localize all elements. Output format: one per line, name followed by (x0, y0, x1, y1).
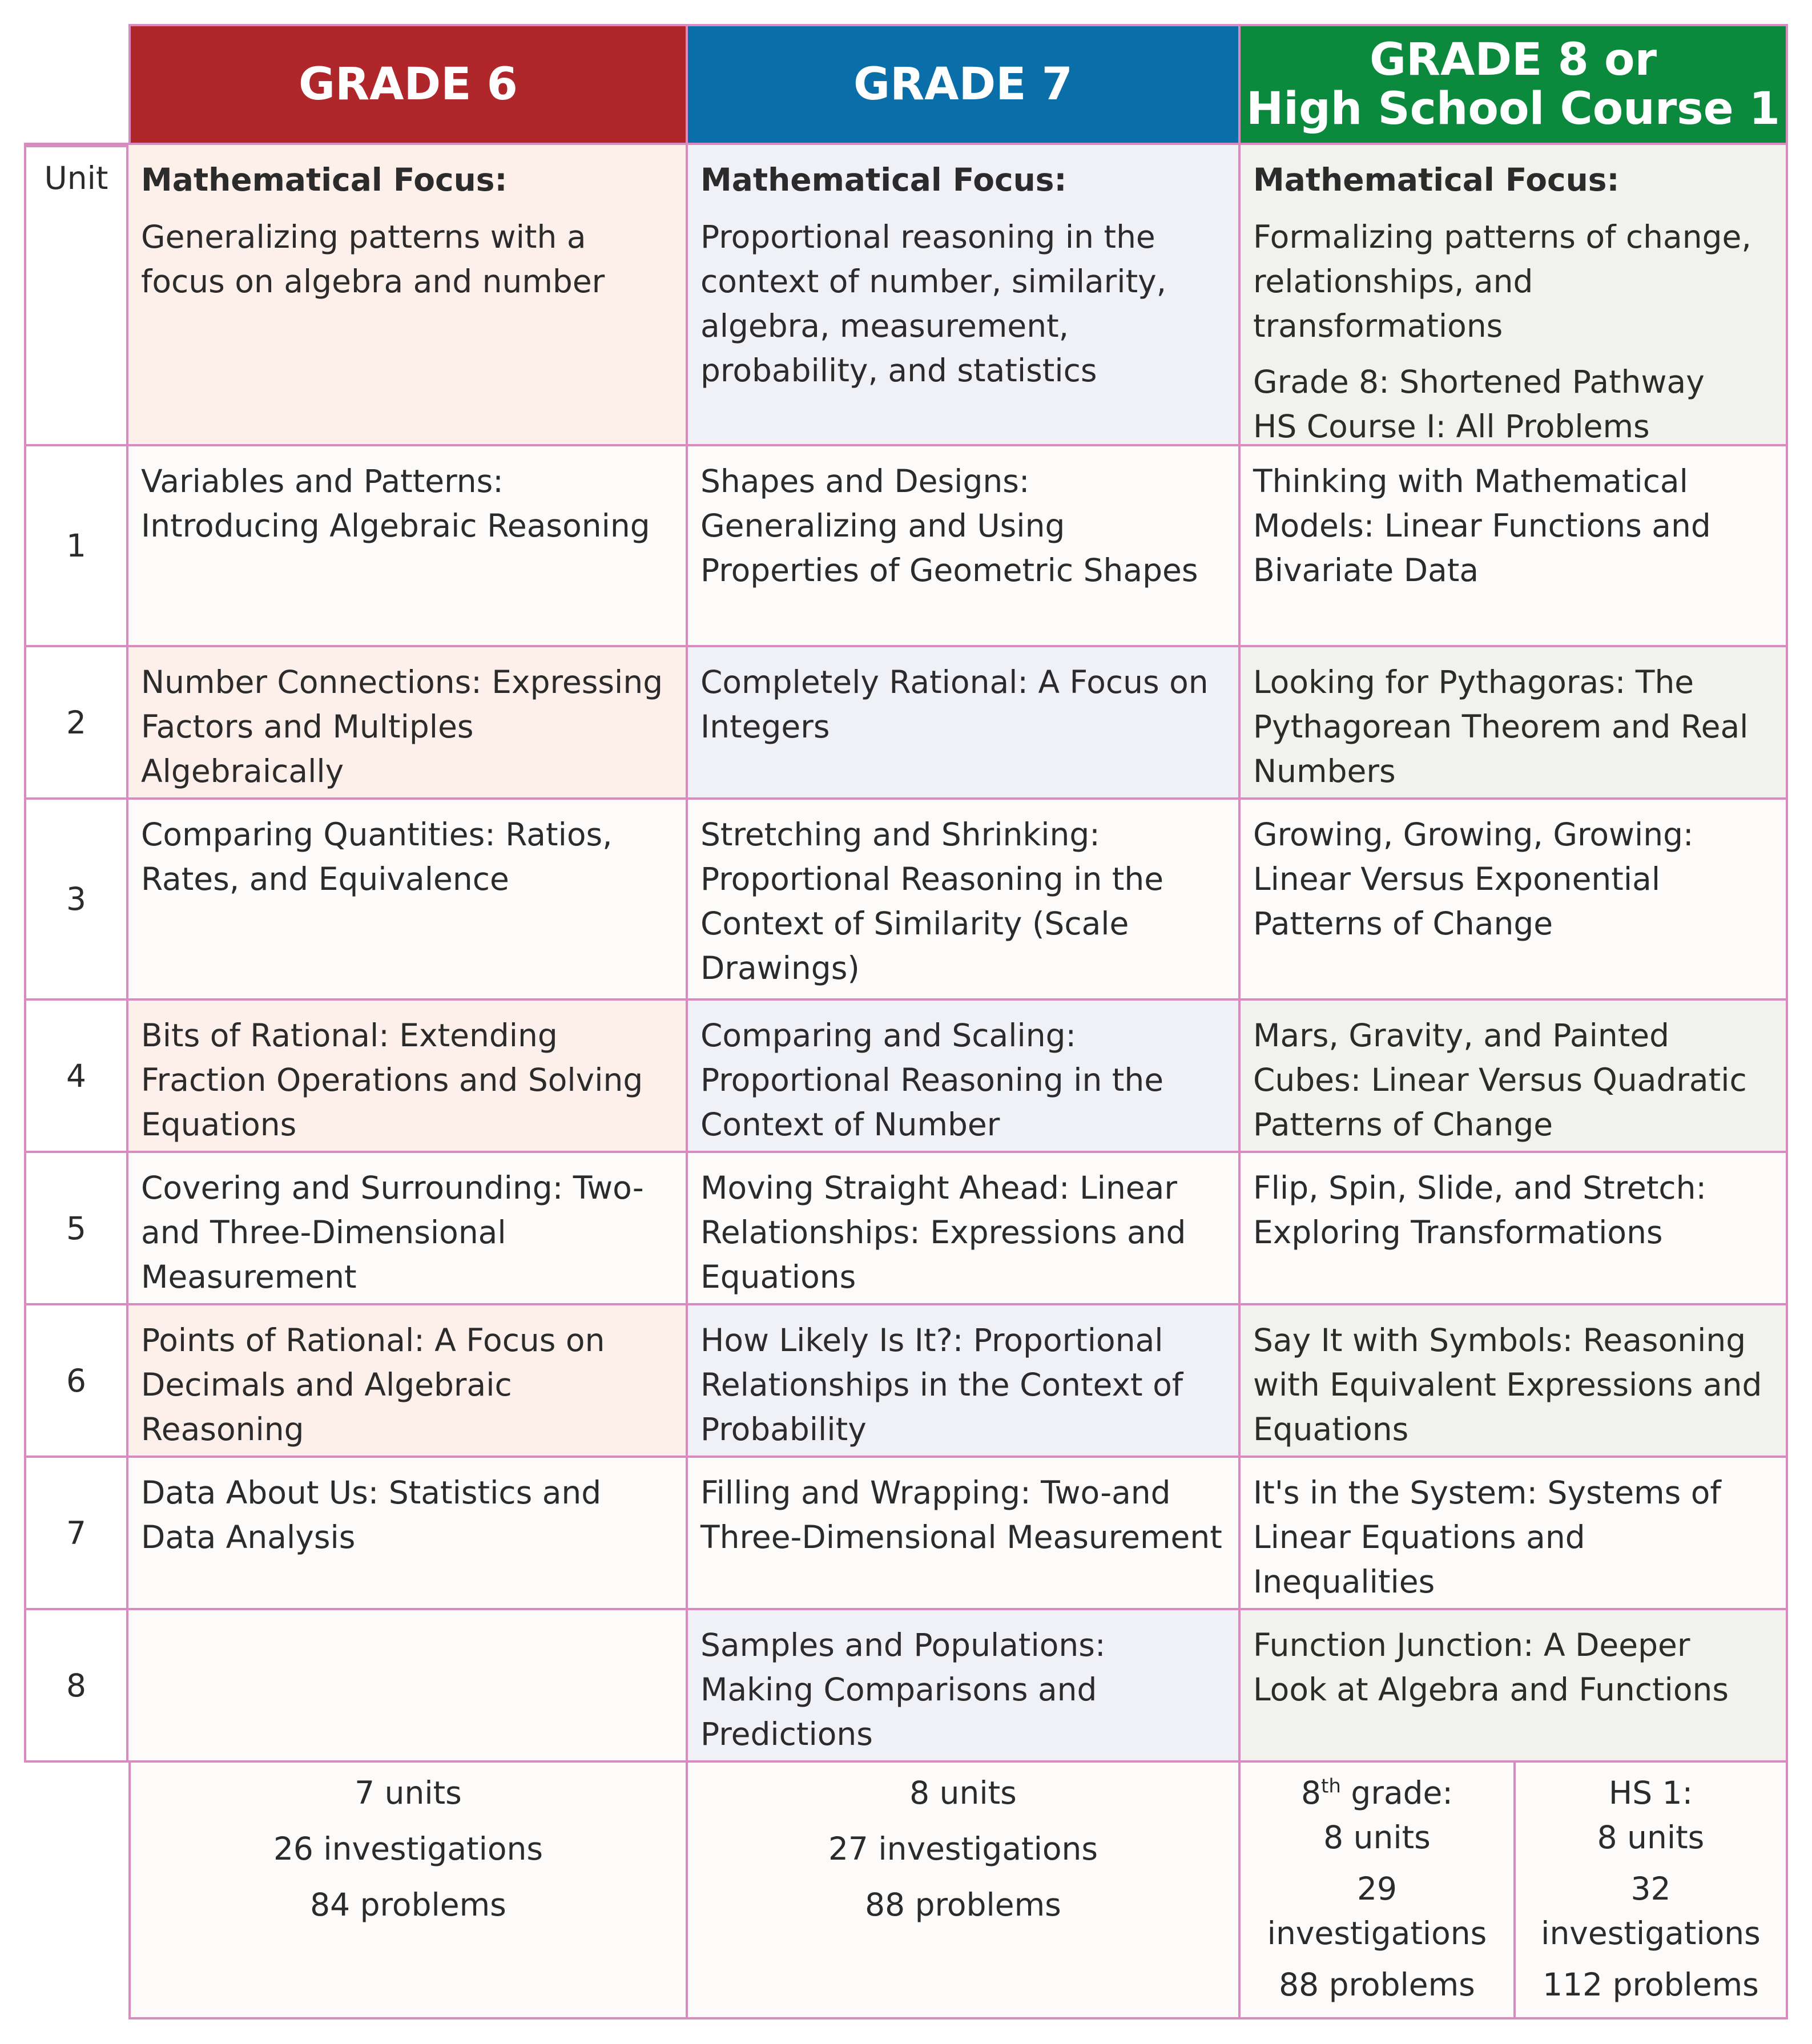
grade6-unit-7: Data About Us: Statistics and Data Analysis (128, 1458, 688, 1610)
unit-number: 7 (24, 1458, 128, 1610)
hs1-problems: 112 problems (1543, 1966, 1759, 2003)
grade8-unit-2: Looking for Pythagoras: The Pythagorean Theorem and Real Numbers (1241, 647, 1788, 800)
grade8-unit-7: It's in the System: Systems of Linear Equations and Inequalities (1241, 1458, 1788, 1610)
grade8-header (1241, 24, 1788, 145)
grade8-investigation-count: 29 (1357, 1870, 1397, 1907)
grade6-units: 7 units (355, 1775, 462, 1811)
unit-number: 3 (24, 800, 128, 1001)
grade6-unit-3: Comparing Quantities: Ratios, Rates, and Equivalence (128, 800, 688, 1001)
grade7-unit-6: How Likely Is It?: Proportional Relationships in the Context of Probability (688, 1305, 1241, 1458)
grade6-summary (128, 1763, 688, 2019)
unit-number: 4 (24, 1001, 128, 1153)
grade7-focus-text: Proportional reasoning in the context of number, similarity, algebra, measurement, probability, and statistics (700, 219, 1167, 389)
focus-label: Mathematical Focus: (700, 162, 1067, 198)
grade7-unit-5: Moving Straight Ahead: Linear Relationships: Expressions and Equations (688, 1153, 1241, 1305)
grade6-unit-8 (128, 1610, 688, 1763)
unit-number: 5 (24, 1153, 128, 1305)
unit-number: 8 (24, 1610, 128, 1763)
grade7-problems: 88 problems (865, 1886, 1061, 1923)
grade8-unit-3: Growing, Growing, Growing: Linear Versus Exponential Patterns of Change (1241, 800, 1788, 1001)
grade8-unit-6: Say It with Symbols: Reasoning with Equivalent Expressions and Equations (1241, 1305, 1788, 1458)
grade7-header: GRADE 7 (688, 24, 1241, 145)
grade6-unit-1: Variables and Patterns: Introducing Algebraic Reasoning (128, 446, 688, 647)
grade7-summary (688, 1763, 1241, 2019)
grade7-unit-1: Shapes and Designs: Generalizing and Using Properties of Geometric Shapes (688, 446, 1241, 647)
grade6-focus-text: Generalizing patterns with a focus on algebra and number (141, 219, 605, 300)
curriculum-table (24, 24, 1788, 2022)
grade6-unit-6: Points of Rational: A Focus on Decimals and Algebraic Reasoning (128, 1305, 688, 1458)
grade7-units: 8 units (909, 1775, 1017, 1811)
grade6-unit-5: Covering and Surrounding: Two- and Three-Dimensional Measurement (128, 1153, 688, 1305)
grade8-summary-label: 8th grade: (1301, 1775, 1453, 1811)
grade8-investigations-word: investigations (1267, 1915, 1487, 1952)
unit-number: 2 (24, 647, 128, 800)
grade6-unit-4: Bits of Rational: Extending Fraction Operations and Solving Equations (128, 1001, 688, 1153)
grade8-unit-5: Flip, Spin, Slide, and Stretch: Exploring Transformations (1241, 1153, 1788, 1305)
grade7-unit-8: Samples and Populations: Making Comparisons and Predictions (688, 1610, 1241, 1763)
hs1-investigation-count: 32 (1630, 1870, 1671, 1907)
grade8-summary (1241, 1763, 1516, 2019)
grade8-problems: 88 problems (1279, 1966, 1475, 2003)
grade8-unit-4: Mars, Gravity, and Painted Cubes: Linear Versus Quadratic Patterns of Change (1241, 1001, 1788, 1153)
grade7-investigations: 27 investigations (828, 1831, 1098, 1867)
grade8-focus (1241, 145, 1788, 446)
grade6-header: GRADE 6 (128, 24, 688, 145)
unit-label: Unit (24, 145, 128, 446)
grade8-pathway: Grade 8: Shortened Pathway (1253, 364, 1705, 400)
grade6-investigations: 26 investigations (273, 1831, 543, 1867)
grade8-focus-text: Formalizing patterns of change, relationships, and transformations (1253, 219, 1751, 344)
summary-blank (24, 1763, 128, 2019)
grade6-unit-2: Number Connections: Expressing Factors and Multiples Algebraically (128, 647, 688, 800)
hs1-pathway: HS Course I: All Problems (1253, 408, 1650, 445)
grade8-units: 8 units (1323, 1819, 1431, 1856)
grade8-header-line2: High School Course 1 (1246, 83, 1781, 135)
grade8-unit-1: Thinking with Mathematical Models: Linear Functions and Bivariate Data (1241, 446, 1788, 647)
hs1-units: 8 units (1597, 1819, 1705, 1856)
unit-number: 6 (24, 1305, 128, 1458)
unit-number: 1 (24, 446, 128, 647)
hs1-investigations-word: investigations (1541, 1915, 1761, 1952)
hs1-summary-label: HS 1: (1608, 1775, 1693, 1811)
grade7-unit-4: Comparing and Scaling: Proportional Reasoning in the Context of Number (688, 1001, 1241, 1153)
grade8-header-line1: GRADE 8 or (1369, 34, 1657, 86)
grade6-problems: 84 problems (310, 1886, 506, 1923)
grade7-focus (688, 145, 1241, 446)
grade7-unit-3: Stretching and Shrinking: Proportional Reasoning in the Context of Similarity (Scale Drawings) (688, 800, 1241, 1001)
focus-label: Mathematical Focus: (1253, 162, 1620, 198)
focus-label: Mathematical Focus: (141, 162, 508, 198)
grade8-unit-8: Function Junction: A Deeper Look at Algebra and Functions (1241, 1610, 1788, 1763)
hs1-summary (1516, 1763, 1788, 2019)
header-blank (24, 24, 128, 145)
grade6-focus (128, 145, 688, 446)
grade7-unit-7: Filling and Wrapping: Two-and Three-Dimensional Measurement (688, 1458, 1241, 1610)
grade7-unit-2: Completely Rational: A Focus on Integers (688, 647, 1241, 800)
